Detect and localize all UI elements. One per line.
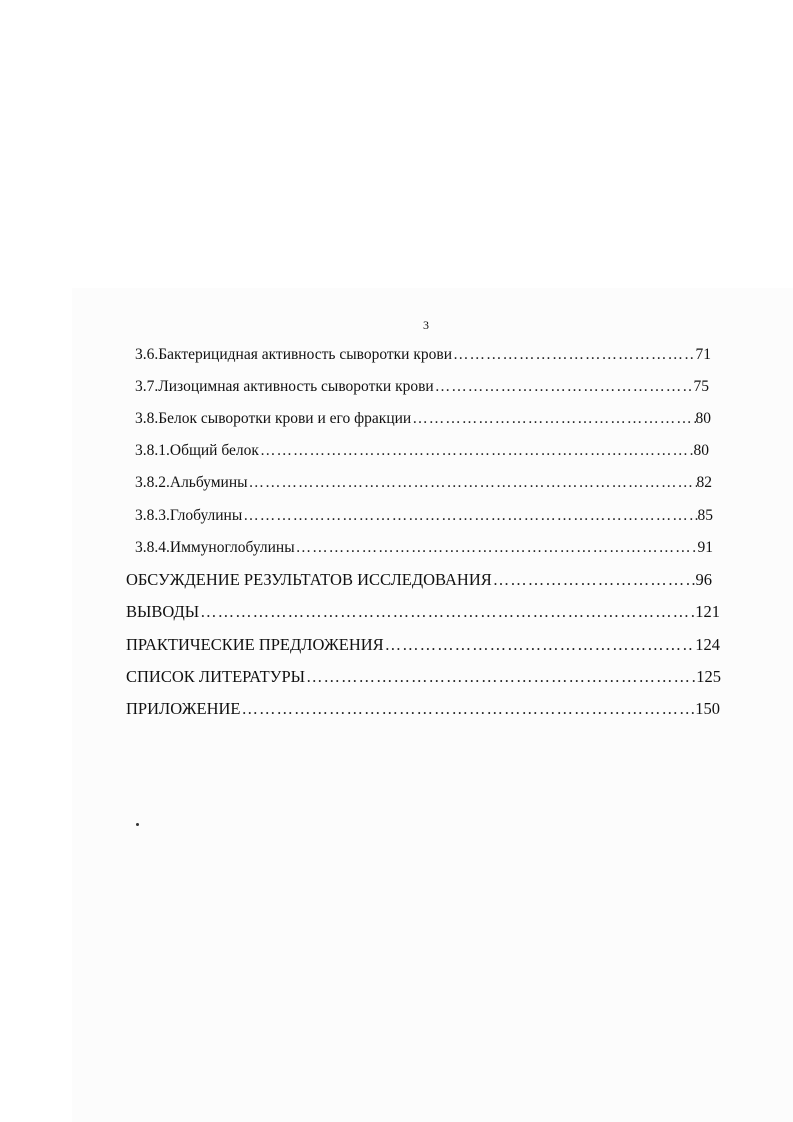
- toc-entry-page: 85: [697, 507, 713, 524]
- toc-entry-page: 80: [695, 410, 711, 427]
- toc-dot-leader: [384, 634, 696, 656]
- toc-entry-3-8-4[interactable]: [135, 538, 713, 558]
- toc-entry-page: 124: [695, 635, 720, 654]
- toc-entry-3-8-2[interactable]: [135, 473, 712, 493]
- toc-entry-title: 3.8.1.Общий белок: [135, 442, 259, 459]
- toc-entry-3-8-1[interactable]: [135, 441, 709, 461]
- toc-entry-page: 71: [695, 346, 711, 363]
- toc-entry-title: ОБСУЖДЕНИЕ РЕЗУЛЬТАТОВ ИССЛЕДОВАНИЯ: [126, 570, 492, 589]
- toc-entry-3-6[interactable]: [135, 345, 711, 365]
- toc-entry-discussion[interactable]: [126, 569, 712, 591]
- toc-dot-leader: [305, 666, 696, 688]
- toc-entry-title: СПИСОК ЛИТЕРАТУРЫ: [126, 667, 306, 686]
- toc-entry-3-7[interactable]: [135, 377, 709, 397]
- toc-entry-page: 82: [696, 474, 712, 491]
- toc-entry-page: 75: [693, 378, 709, 395]
- toc-dot-leader: [240, 698, 695, 720]
- toc-entry-3-8-3[interactable]: [135, 506, 713, 526]
- toc-entry-page: 91: [697, 539, 713, 556]
- toc-entry-title: ВЫВОДЫ: [126, 602, 200, 621]
- toc-entry-page: 96: [695, 570, 712, 589]
- toc-entry-references[interactable]: [126, 666, 721, 688]
- toc-dot-leader: [248, 473, 697, 493]
- toc-entry-title: 3.8.Белок сыворотки крови и его фракции: [135, 410, 412, 427]
- toc-entry-title: ПРИЛОЖЕНИЕ: [126, 699, 241, 718]
- toc-dot-leader: [411, 409, 695, 429]
- toc-dot-leader: [295, 538, 698, 558]
- toc-entry-title: ПРАКТИЧЕСКИЕ ПРЕДЛОЖЕНИЯ: [126, 635, 384, 654]
- toc-entry-title: 3.8.4.Иммуноглобулины: [135, 539, 295, 556]
- page-number: 3: [423, 318, 429, 332]
- toc-entry-page: 80: [693, 442, 709, 459]
- toc-dot-leader: [492, 569, 696, 591]
- toc-entry-title: 3.6.Бактерицидная активность сыворотки крови: [135, 346, 453, 363]
- toc-entry-title: 3.8.3.Глобулины: [135, 507, 243, 524]
- toc-dot-leader: [452, 345, 695, 365]
- toc-dot-leader: [199, 601, 695, 623]
- toc-entry-3-8[interactable]: [135, 409, 711, 429]
- toc-dot-leader: [242, 506, 697, 526]
- toc-entry-appendix[interactable]: [126, 698, 720, 720]
- toc-entry-title: 3.8.2.Альбумины: [135, 474, 248, 491]
- toc-entry-title: 3.7.Лизоцимная активность сыворотки крови: [135, 378, 434, 395]
- toc-entry-page: 150: [695, 699, 720, 718]
- toc-dot-leader: [259, 441, 694, 461]
- toc-dot-leader: [434, 377, 694, 397]
- toc-entry-page: 125: [696, 667, 721, 686]
- toc-entry-page: 121: [695, 602, 720, 621]
- toc-entry-practical-proposals[interactable]: [126, 634, 720, 656]
- toc-entry-conclusions[interactable]: [126, 601, 720, 623]
- scan-speck: [136, 823, 139, 826]
